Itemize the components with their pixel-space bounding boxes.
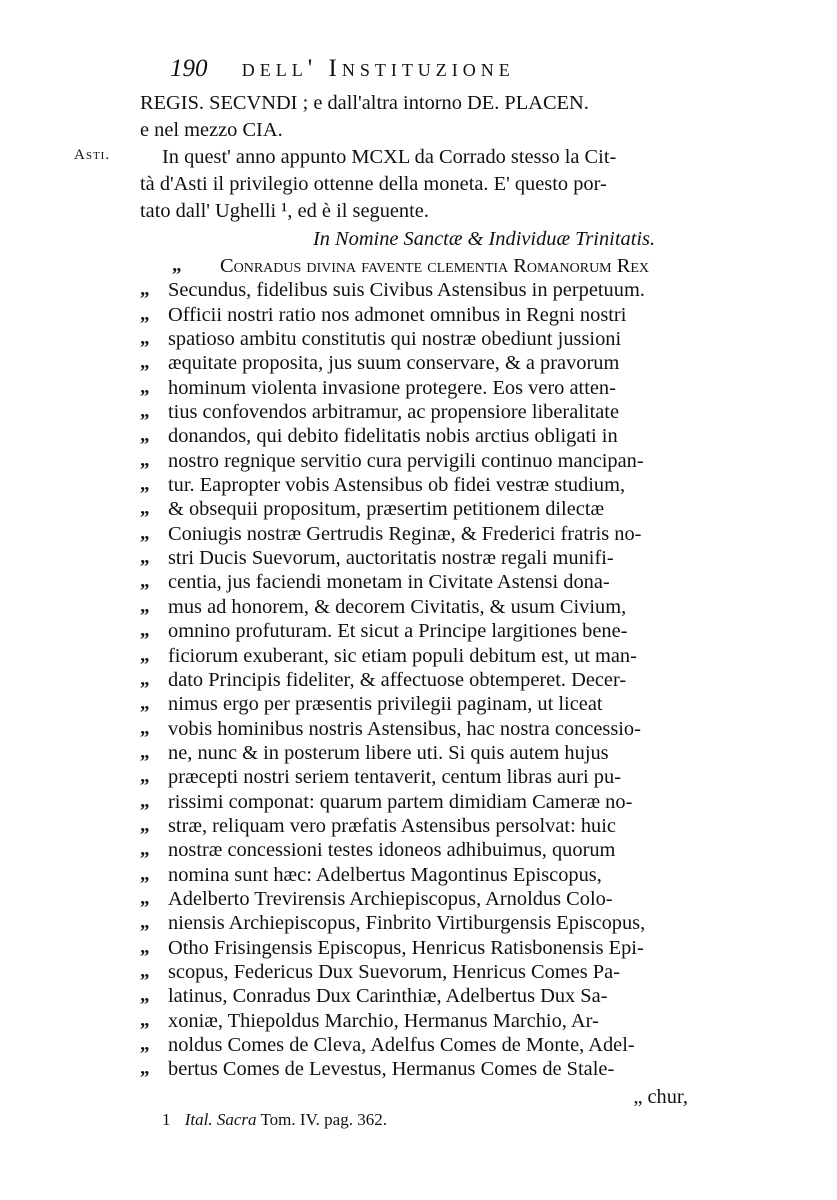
quote-line: „ nimus ergo per præsentis privilegii paginam, ut liceat [140, 693, 603, 716]
text-line: In quest' anno appunto MCXL da Corrado stesso la Cit- [162, 145, 617, 168]
quote-line: „ rissimi componat: quarum partem dimidiam Cameræ no- [140, 790, 633, 813]
quote-line: „ Officii nostri ratio nos admonet omnibus in Regni nostri [140, 303, 627, 326]
quote-line: „ Secundus, fidelibus suis Civibus Astensibus in perpetuum. [140, 279, 645, 302]
quote-line: „ niensis Archiepiscopus, Finbrito Virtiburgensis Episcopus, [140, 912, 646, 935]
page-number: 190 [170, 55, 208, 82]
quote-line: „ nomina sunt hæc: Adelbertus Magontinus Episcopus, [140, 863, 602, 886]
document-title: In Nomine Sanctæ & Individuæ Trinitatis. [312, 228, 656, 251]
quote-line: „ ficiorum exuberant, sic etiam populi debitum est, ut man- [140, 644, 637, 667]
quote-line: „ scopus, Federicus Dux Suevorum, Henricus Comes Pa- [140, 960, 620, 983]
footnote-number: 1 [162, 1110, 171, 1129]
footnote-source: Ital. Sacra [184, 1110, 257, 1129]
quote-line: „ mus ad honorem, & decorem Civitatis, & usum Civium, [140, 595, 627, 618]
footnote [162, 1110, 387, 1130]
quote-line: „ stræ, reliquam vero præfatis Astensibus persolvat: huic [140, 814, 616, 837]
margin-note: Asti. [74, 147, 111, 163]
quote-line: „ nostro regnique servitio cura pervigili continuo mancipan- [140, 449, 644, 472]
quote-line: „ vobis hominibus nostris Astensibus, hac nostra concessio- [140, 717, 641, 740]
quote-line: „ dato Principis fideliter, & affectuose obtemperet. Decer- [140, 668, 627, 691]
quote-line: „ donandos, qui debito fidelitatis nobis arctius obligati in [140, 425, 618, 448]
quote-line: „ xoniæ, Thiepoldus Marchio, Hermanus Marchio, Ar- [140, 1009, 599, 1032]
quote-line: „ hominum violenta invasione protegere. Eos vero atten- [140, 376, 616, 399]
quote-line: „ Coniugis nostræ Gertrudis Reginæ, & Frederici fratris no- [140, 522, 642, 545]
quote-line: „ tur. Eapropter vobis Astensibus ob fidei vestræ studium, [140, 474, 626, 497]
text-line: tà d'Asti il privilegio ottenne della moneta. E' questo por- [140, 172, 607, 195]
quote-line: „ latinus, Conradus Dux Carinthiæ, Adelbertus Dux Sa- [140, 985, 608, 1008]
text-line: REGIS. SECVNDI ; e dall'altra intorno DE. PLACEN. [140, 92, 589, 114]
footnote-reference: Tom. IV. pag. 362. [260, 1110, 387, 1129]
quote-line: „ Adelberto Trevirensis Archiepiscopus, Arnoldus Colo- [140, 887, 613, 910]
quote-line: „ tius confovendos arbitramur, ac propensiore liberalitate [140, 401, 620, 424]
quote-line: „ spatioso ambitu constitutis qui nostræ obediunt jussioni [140, 328, 622, 351]
quote-line: „ ne, nunc & in posterum libere uti. Si quis autem hujus [140, 741, 609, 764]
intro-paragraph [140, 84, 768, 257]
text-line: e nel mezzo CIA. [140, 118, 283, 141]
quote-line: „ nostræ concessioni testes idoneos adhibuimus, quorum [140, 839, 616, 862]
quote-line: „ stri Ducis Suevorum, auctoritatis nostræ regali munifi- [140, 547, 614, 570]
catchword: „ chur, [633, 1085, 688, 1108]
quote-line: „ Conradus divina favente clementia Romanorum Rex [172, 255, 649, 277]
quote-line: „ omnino profuturam. Et sicut a Principe largitiones bene- [140, 620, 628, 643]
quote-line: „ præcepti nostri seriem tentaverit, centum libras auri pu- [140, 766, 621, 789]
quote-line: „ noldus Comes de Cleva, Adelfus Comes de Monte, Adel- [140, 1034, 635, 1056]
running-title: dell' Instituzione [241, 55, 515, 82]
quote-line: „ centia, jus faciendi monetam in Civitate Astensi dona- [140, 571, 610, 594]
text-line: tato dall' Ughelli ¹, ed è il seguente. [140, 199, 429, 222]
quote-line: „ bertus Comes de Levestus, Hermanus Comes de Stale- [140, 1058, 615, 1081]
quote-line: „ Otho Frisingensis Episcopus, Henricus Ratisbonensis Epi- [140, 936, 644, 959]
quote-line: „ æquitate proposita, jus suum conservare, & a pravorum [140, 352, 620, 375]
charter-text [140, 254, 780, 1109]
quote-line: „ & obsequii propositum, præsertim petitionem dilectæ [140, 498, 605, 521]
